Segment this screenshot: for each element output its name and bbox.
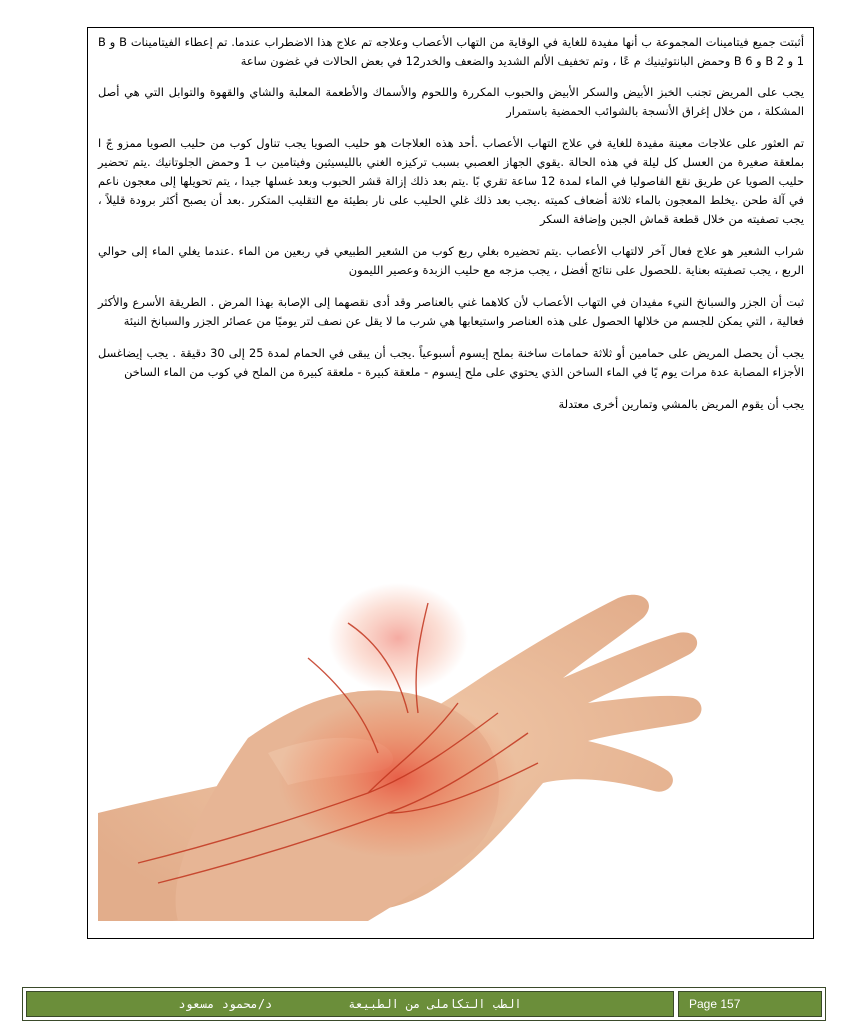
wrist-pain-photo [98, 563, 707, 921]
page-footer [22, 987, 826, 1021]
paragraph-diet: يجب على المريض تجنب الخبز الأبيض والسكر الأبيض والحبوب المكررة واللحوم والأسماك والأطعمة المعلبة والشاي والقهوة والتوابل التي هي أصل المشكلة ، من خلال إغراق الأنسجة بالشوائب الحمضية باستمرار [98, 85, 804, 118]
paragraph-exercise: يجب أن يقوم المريض بالمشي وتمارين أخرى معتدلة [558, 397, 804, 411]
paragraph-carrot-spinach: ثبت أن الجزر والسبانخ النيء مفيدان في التهاب الأعصاب لأن كلاهما غني بالعناصر وقد أدى نقصهما إلى الإصابة بهذا المرض . الطريقة الأسرع والأكثر فعالية ، التي يمكن للجسم من خلالها الحصول على هذه العناصر واستيعابها هي شرب ما لا يقل عن نصف لتر يوميًا من عصائر الجزر والسبانخ النيئة [98, 295, 804, 328]
paragraph-vitamins: أثبتت جميع فيتامينات المجموعة ب أنها مفيدة للغاية في الوقاية من التهاب الأعصاب وعلاجه تم علاج هذا الاضطراب عندما. تم إعطاء الفيتامينات B و B 1 و B 2 و B 6 وحمض البانتوثينيك م عًا ، وتم تخفيف الألم الشديد والضعف والخدر12 في بعض الحالات في غضون ساعة [98, 35, 804, 68]
page-number: Page 157 [678, 991, 822, 1017]
article-body [98, 33, 804, 427]
footer-author: د/محمود مسعود [178, 997, 273, 1011]
paragraph-epsom-bath: يجب أن يحصل المريض على حمامين أو ثلاثة حمامات ساخنة بملح إيسوم أسبوعياً .يجب أن يبقى في الحمام لمدة 25 إلى 30 دقيقة . يجب إيضاغسل الأجزاء المصابة عدة مرات يوم يًا في الماء الساخن الذي يحتوي على ملح إيسوم - ملعقة كبيرة - ملعقة كبيرة من الملح في كوب من الماء الساخن [98, 346, 804, 379]
footer-book-title: الطب التكاملى من الطبيعة [348, 997, 522, 1011]
paragraph-soy-milk: تم العثور على علاجات معينة مفيدة للغاية في علاج التهاب الأعصاب .أحد هذه العلاجات هو حليب الصويا يجب تناول كوب من حليب الصويا ممزو جً ا بملعقة صغيرة من العسل كل ليلة في هذه الحالة .يقوي الجهاز العصبي بسبب تركيزه الغني بالليسيثين وفيتامين ب 1 وحمض الجلوتانيك .يتم تحضير حليب الصويا عن طريق نقع الفاصوليا في الماء لمدة 12 ساعة تقري بًا .يتم بعد ذلك إزالة قشر الحبوب وبعد غسلها جيدا ، يتم تحويلها إلى معجون ناعم في آلة طحن .يخلط المعجون بالماء ثلاثة أضعاف كميته .يجب بعد ذلك غلي الحليب على نار بطيئة مع التقليب المتكرر .بعد أن يصبح أكثر برودة قليلاً ، يجب تصفيته من خلال قطعة قماش الجبن وإضافة السكر [98, 136, 804, 226]
paragraph-barley: شراب الشعير هو علاج فعال آخر لالتهاب الأعصاب .يتم تحضيره بغلي ربع كوب من الشعير الطبيعي في ربعين من الماء .عندما يغلي الماء إلى حوالي الربع ، يجب تصفيته بعناية .للحصول على نتائج أفضل ، يجب مزجه مع حليب الزبدة وعصير الليمون [98, 244, 804, 277]
footer-title-bar [26, 991, 674, 1017]
